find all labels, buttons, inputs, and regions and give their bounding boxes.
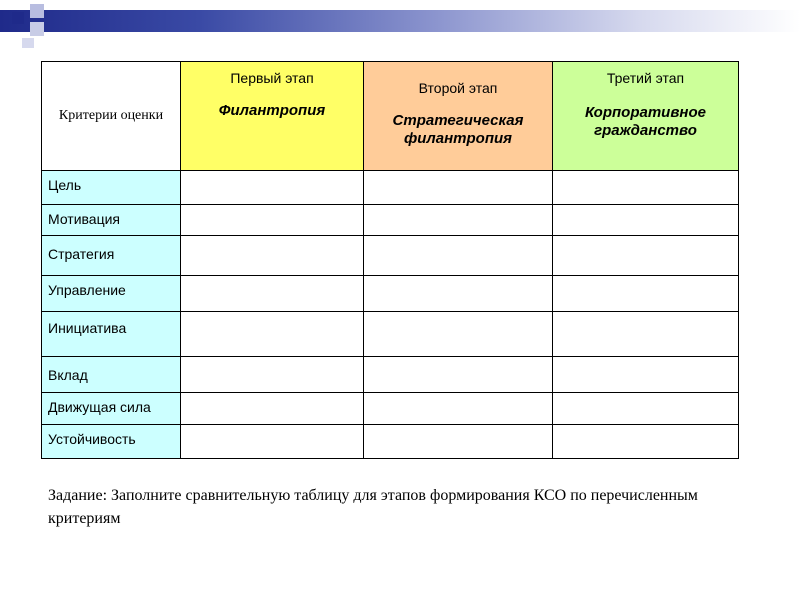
stage-name: Стратегическая филантропия [392,112,524,147]
stage-label: Третий этап [606,70,685,86]
empty-cell[interactable] [181,171,364,205]
decor-square-icon [30,22,44,36]
stage-name: Филантропия [218,102,326,119]
stage-label: Первый этап [230,70,314,86]
empty-cell[interactable] [553,171,739,205]
empty-cell[interactable] [553,425,739,459]
empty-cell[interactable] [364,425,553,459]
empty-cell[interactable] [553,357,739,393]
decor-square-icon [30,4,44,18]
stage-header-3 [553,62,739,171]
empty-cell[interactable] [364,393,553,425]
empty-cell[interactable] [181,276,364,312]
table-row [42,276,739,312]
empty-cell[interactable] [553,312,739,357]
criterion-cell: Вклад [42,357,181,393]
empty-cell[interactable] [553,205,739,236]
table-row [42,357,739,393]
criterion-cell: Мотивация [42,205,181,236]
criteria-header: Критерии оценки [42,62,181,171]
empty-cell[interactable] [181,312,364,357]
decor-square-icon [22,38,34,48]
empty-cell[interactable] [364,205,553,236]
stage-header-2 [364,62,553,171]
table-header-row [42,62,739,171]
decor-square-icon [12,12,24,24]
header-band [0,10,800,32]
empty-cell[interactable] [364,236,553,276]
empty-cell[interactable] [553,276,739,312]
table-row [42,205,739,236]
task-text: Задание: Заполните сравнительную таблицу для этапов формирования КСО по перечисленным критериям [48,487,698,527]
criterion-cell: Стратегия [42,236,181,276]
empty-cell[interactable] [364,357,553,393]
table-row [42,425,739,459]
criterion-cell: Управление [42,276,181,312]
stage-header-1 [181,62,364,171]
empty-cell[interactable] [181,236,364,276]
empty-cell[interactable] [364,171,553,205]
criterion-cell: Движущая сила [42,393,181,425]
comparison-table [41,61,739,459]
empty-cell[interactable] [181,425,364,459]
table-row [42,312,739,357]
stage-label: Второй этап [418,80,498,96]
criterion-cell: Устойчивость [42,425,181,459]
empty-cell[interactable] [181,357,364,393]
criterion-cell: Цель [42,171,181,205]
empty-cell[interactable] [364,312,553,357]
empty-cell[interactable] [553,236,739,276]
table-row [42,171,739,205]
stage-name: Корпоративное гражданство [585,104,706,139]
criterion-cell: Инициатива [42,312,181,357]
empty-cell[interactable] [364,276,553,312]
empty-cell[interactable] [553,393,739,425]
empty-cell[interactable] [181,393,364,425]
table-row [42,236,739,276]
empty-cell[interactable] [181,205,364,236]
table-row [42,393,739,425]
